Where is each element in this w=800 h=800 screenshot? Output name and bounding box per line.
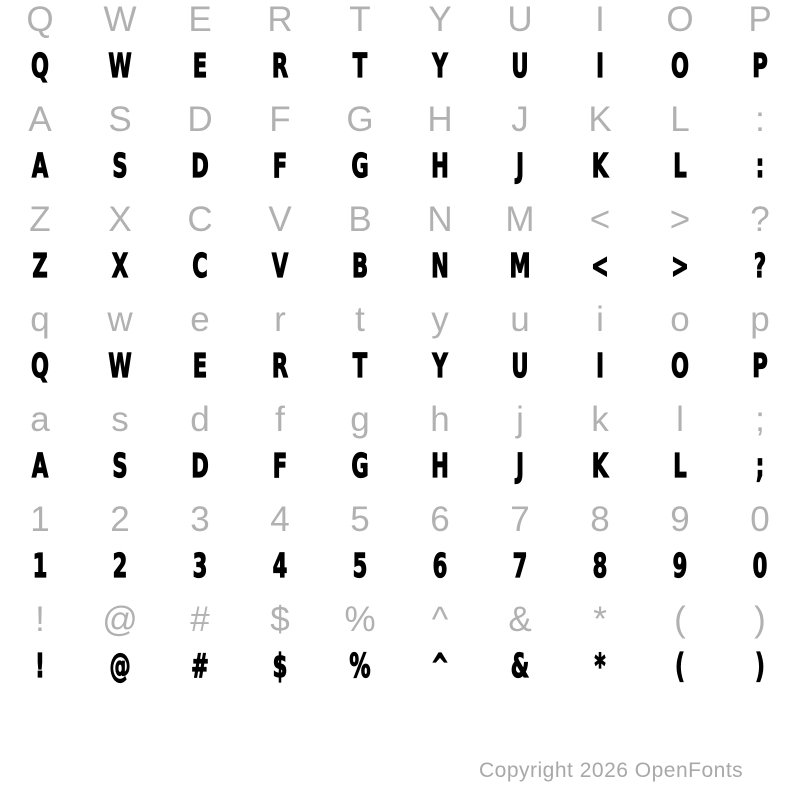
reference-glyph: 2 <box>110 500 130 539</box>
specimen-glyph: 7 <box>512 546 528 585</box>
specimen-glyph: K <box>591 446 609 485</box>
specimen-glyph: J <box>516 146 524 185</box>
specimen-glyph: % <box>349 646 371 685</box>
specimen-row <box>0 146 800 186</box>
specimen-row <box>0 46 800 86</box>
reference-glyph: S <box>108 100 132 139</box>
specimen-glyph: S <box>112 446 128 485</box>
reference-glyph: J <box>511 100 529 139</box>
reference-glyph: C <box>187 200 213 239</box>
specimen-glyph: ^ <box>431 646 449 685</box>
reference-glyph: * <box>593 600 607 639</box>
specimen-glyph: N <box>431 246 449 285</box>
reference-glyph: # <box>190 600 210 639</box>
reference-glyph: ^ <box>431 600 449 639</box>
reference-glyph: q <box>30 300 50 339</box>
specimen-glyph: I <box>596 46 604 85</box>
reference-glyph: ; <box>755 400 765 439</box>
specimen-glyph: A <box>31 146 49 185</box>
specimen-glyph: Y <box>432 46 448 85</box>
reference-glyph: < <box>589 200 611 239</box>
specimen-glyph: W <box>108 346 132 385</box>
reference-glyph: D <box>187 100 213 139</box>
reference-glyph: r <box>274 300 286 339</box>
specimen-glyph: D <box>191 146 209 185</box>
specimen-row <box>0 646 800 686</box>
reference-glyph: $ <box>270 600 290 639</box>
reference-glyph: 6 <box>430 500 450 539</box>
reference-glyph: & <box>508 600 532 639</box>
reference-glyph: @ <box>102 600 138 639</box>
specimen-glyph: 2 <box>112 546 128 585</box>
reference-row <box>0 400 800 440</box>
specimen-glyph: A <box>31 446 49 485</box>
specimen-glyph: E <box>192 46 208 85</box>
reference-glyph: o <box>670 300 690 339</box>
specimen-glyph: 5 <box>352 546 368 585</box>
specimen-glyph: ? <box>753 246 767 285</box>
reference-glyph: d <box>190 400 210 439</box>
reference-glyph: U <box>507 0 533 39</box>
reference-glyph: ! <box>35 600 45 639</box>
reference-glyph: i <box>596 300 604 339</box>
reference-glyph: P <box>748 0 772 39</box>
reference-glyph: O <box>666 0 694 39</box>
specimen-glyph: O <box>671 46 689 85</box>
specimen-glyph: F <box>272 446 288 485</box>
specimen-glyph: 6 <box>432 546 448 585</box>
specimen-glyph: ) <box>755 646 765 685</box>
reference-glyph: A <box>28 100 52 139</box>
specimen-glyph: 4 <box>272 546 288 585</box>
reference-glyph: % <box>344 600 376 639</box>
reference-glyph: u <box>510 300 530 339</box>
specimen-glyph: T <box>352 346 368 385</box>
specimen-glyph: T <box>352 46 368 85</box>
specimen-glyph: J <box>516 446 524 485</box>
specimen-glyph: 8 <box>592 546 608 585</box>
specimen-glyph: W <box>108 46 132 85</box>
specimen-glyph: R <box>271 346 289 385</box>
reference-row <box>0 0 800 40</box>
specimen-glyph: < <box>591 246 609 285</box>
specimen-glyph: ! <box>35 646 45 685</box>
reference-glyph: e <box>190 300 210 339</box>
reference-glyph: H <box>427 100 453 139</box>
reference-glyph: 5 <box>350 500 370 539</box>
specimen-glyph: H <box>431 446 449 485</box>
specimen-glyph: G <box>351 146 369 185</box>
reference-glyph: y <box>431 300 449 339</box>
reference-glyph: t <box>355 300 365 339</box>
specimen-glyph: : <box>755 146 765 185</box>
specimen-row <box>0 546 800 586</box>
specimen-glyph: P <box>752 46 768 85</box>
specimen-glyph: P <box>752 346 768 385</box>
specimen-glyph: Y <box>432 346 448 385</box>
specimen-row <box>0 346 800 386</box>
specimen-glyph: & <box>510 646 530 685</box>
reference-glyph: a <box>30 400 50 439</box>
reference-glyph: : <box>755 100 765 139</box>
specimen-glyph: V <box>271 246 289 285</box>
reference-glyph: ( <box>674 600 686 639</box>
specimen-glyph: $ <box>272 646 288 685</box>
specimen-glyph: C <box>192 246 208 285</box>
reference-glyph: Z <box>29 200 51 239</box>
specimen-glyph: ; <box>755 446 765 485</box>
reference-glyph: ) <box>754 600 766 639</box>
specimen-glyph: D <box>191 446 209 485</box>
reference-glyph: W <box>103 0 137 39</box>
reference-glyph: l <box>676 400 684 439</box>
specimen-glyph: Q <box>31 346 49 385</box>
reference-glyph: p <box>750 300 770 339</box>
specimen-glyph: L <box>673 446 687 485</box>
reference-row <box>0 100 800 140</box>
reference-glyph: I <box>595 0 605 39</box>
reference-glyph: 8 <box>590 500 610 539</box>
specimen-glyph: 0 <box>752 546 768 585</box>
reference-glyph: Q <box>26 0 54 39</box>
reference-glyph: 7 <box>510 500 530 539</box>
reference-glyph: 1 <box>30 500 50 539</box>
specimen-glyph: U <box>511 346 529 385</box>
reference-glyph: M <box>505 200 535 239</box>
reference-glyph: j <box>516 400 524 439</box>
specimen-glyph: I <box>596 346 604 385</box>
specimen-glyph: Z <box>32 246 48 285</box>
specimen-glyph: * <box>594 646 606 685</box>
specimen-glyph: F <box>272 146 288 185</box>
specimen-glyph: @ <box>109 646 131 685</box>
specimen-glyph: E <box>192 346 208 385</box>
specimen-glyph: K <box>591 146 609 185</box>
reference-row <box>0 300 800 340</box>
specimen-glyph: S <box>112 146 128 185</box>
reference-row <box>0 500 800 540</box>
specimen-row <box>0 446 800 486</box>
reference-glyph: X <box>108 200 132 239</box>
specimen-glyph: L <box>673 146 687 185</box>
specimen-glyph: H <box>431 146 449 185</box>
reference-glyph: R <box>267 0 293 39</box>
reference-glyph: G <box>346 100 374 139</box>
reference-glyph: 9 <box>670 500 690 539</box>
reference-glyph: V <box>268 200 292 239</box>
reference-glyph: T <box>349 0 371 39</box>
reference-glyph: ? <box>750 200 770 239</box>
specimen-glyph: 3 <box>192 546 208 585</box>
specimen-glyph: R <box>271 46 289 85</box>
specimen-glyph: # <box>191 646 209 685</box>
specimen-glyph: O <box>671 346 689 385</box>
reference-glyph: Y <box>428 0 452 39</box>
specimen-glyph: M <box>509 246 531 285</box>
reference-glyph: w <box>107 300 133 339</box>
reference-glyph: E <box>188 0 212 39</box>
reference-glyph: g <box>350 400 370 439</box>
copyright-text: Copyright 2026 OpenFonts <box>479 759 744 782</box>
specimen-glyph: > <box>671 246 689 285</box>
specimen-row <box>0 246 800 286</box>
specimen-glyph: G <box>351 446 369 485</box>
specimen-glyph: X <box>111 246 129 285</box>
specimen-glyph: 1 <box>32 546 48 585</box>
reference-glyph: F <box>269 100 291 139</box>
reference-glyph: 3 <box>190 500 210 539</box>
reference-glyph: 4 <box>270 500 290 539</box>
reference-row <box>0 600 800 640</box>
reference-glyph: k <box>591 400 609 439</box>
reference-glyph: f <box>275 400 285 439</box>
reference-glyph: B <box>348 200 372 239</box>
specimen-glyph: 9 <box>672 546 688 585</box>
reference-row <box>0 200 800 240</box>
reference-glyph: N <box>427 200 453 239</box>
reference-glyph: 0 <box>750 500 770 539</box>
reference-glyph: > <box>669 200 691 239</box>
specimen-glyph: Q <box>31 46 49 85</box>
reference-glyph: h <box>430 400 450 439</box>
specimen-glyph: ( <box>675 646 685 685</box>
reference-glyph: K <box>588 100 612 139</box>
reference-glyph: s <box>111 400 129 439</box>
specimen-glyph: B <box>351 246 369 285</box>
specimen-glyph: U <box>511 46 529 85</box>
reference-glyph: L <box>670 100 690 139</box>
